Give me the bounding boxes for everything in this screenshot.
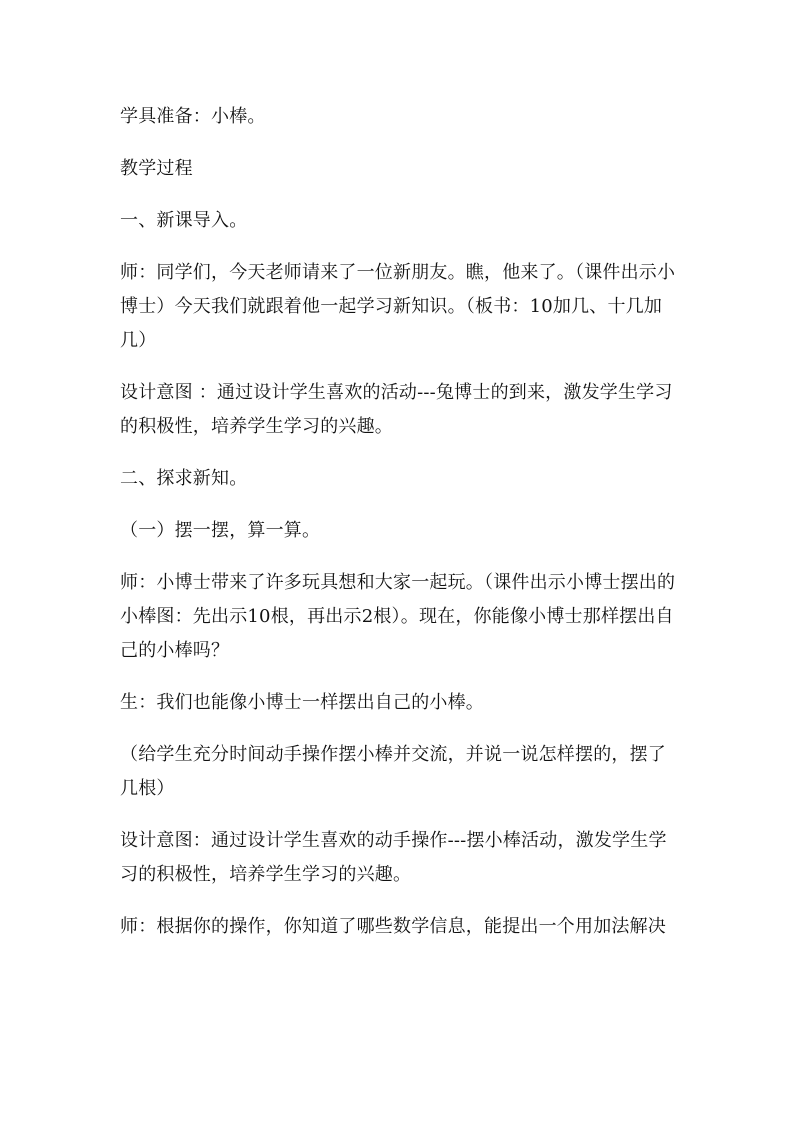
paragraph-teacher-intro: 师：同学们，今天老师请来了一位新朋友。瞧，他来了。（课件出示小博士）今天我们就跟着他一起学习新知识。（板书：10加几、十几加几） — [120, 262, 676, 351]
heading-explore-new-knowledge: 二、探求新知。 — [120, 468, 248, 489]
heading-arrange-and-count: （一）摆一摆，算一算。 — [120, 520, 321, 541]
heading-teaching-process: 教学过程 — [120, 158, 193, 179]
paragraph-hands-on-note: （给学生充分时间动手操作摆小棒并交流，并说一说怎样摆的，摆了几根） — [120, 744, 666, 799]
paragraph-design-intent-1: 设计意图 ：通过设计学生喜欢的活动---兔博士的到来，激发学生学习的积极性，培养学生学习的兴趣。 — [120, 382, 673, 437]
heading-new-lesson-intro: 一、新课导入。 — [120, 210, 248, 231]
document-body — [120, 100, 680, 962]
paragraph-materials: 学具准备：小棒。 — [120, 106, 266, 127]
paragraph-design-intent-2: 设计意图：通过设计学生喜欢的动手操作---摆小棒活动，激发学生学习的积极性，培养学生学习的兴趣。 — [120, 830, 667, 885]
paragraph-teacher-toys: 师：小博士带来了许多玩具想和大家一起玩。（课件出示小博士摆出的小棒图：先出示10根，再出示2根）。现在，你能像小博士那样摆出自己的小棒吗？ — [120, 572, 676, 661]
paragraph-student-response: 生：我们也能像小博士一样摆出自己的小棒。 — [120, 692, 484, 713]
paragraph-teacher-question: 师：根据你的操作，你知道了哪些数学信息，能提出一个用加法解决 — [120, 916, 666, 937]
